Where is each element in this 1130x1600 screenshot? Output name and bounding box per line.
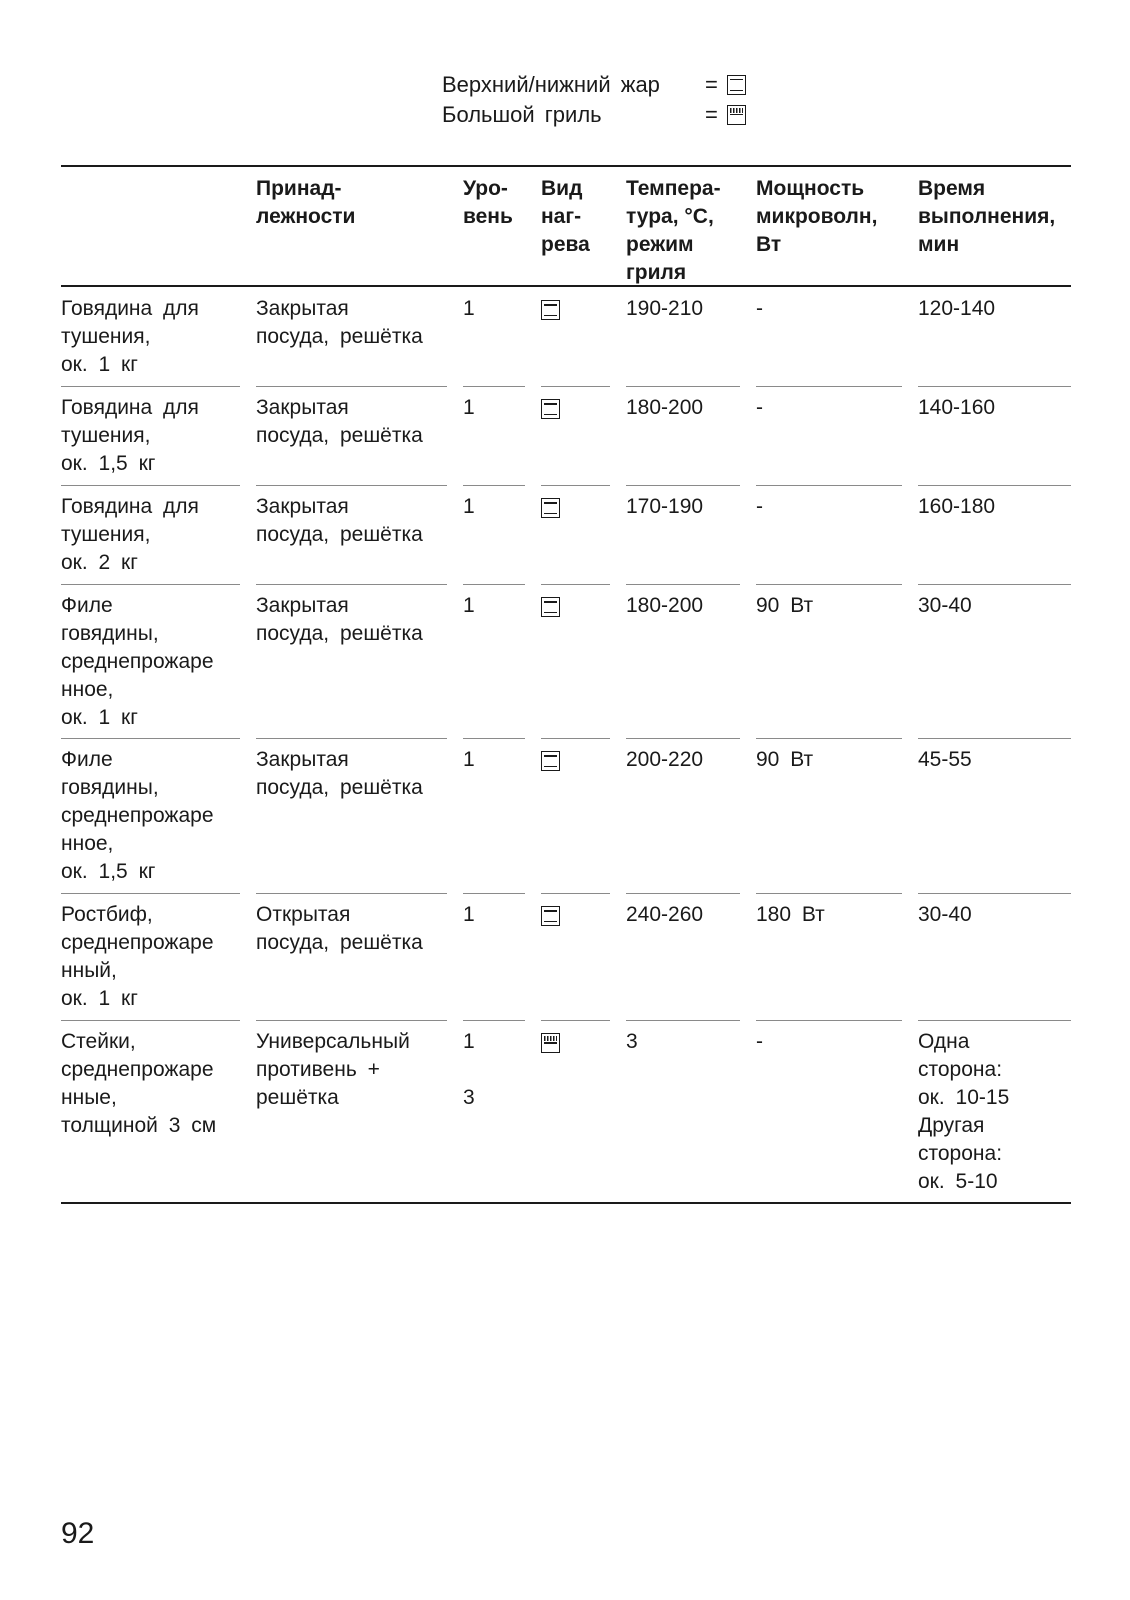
top-bottom-heat-icon — [541, 751, 560, 771]
top-bottom-heat-icon — [541, 399, 560, 419]
row-separator — [61, 584, 1071, 585]
header-level: Уро- вень — [463, 177, 513, 228]
header-accessories: Принад- лежности — [256, 177, 356, 228]
header-time: Время выполнения, мин — [918, 177, 1056, 256]
cell-time: 160-180 — [918, 495, 996, 518]
cell-time: 120-140 — [918, 297, 996, 320]
cell-power: - — [756, 495, 763, 518]
legend-label: Верхний/нижний жар — [442, 72, 660, 97]
cell-temperature: 180-200 — [626, 396, 704, 419]
top-bottom-heat-icon — [541, 906, 560, 926]
cell-temperature: 180-200 — [626, 594, 704, 617]
cell-heating — [541, 295, 626, 386]
row-separator — [61, 893, 1071, 894]
cell-time: 30-40 — [918, 594, 972, 617]
cell-power: - — [756, 297, 763, 320]
cell-heating — [541, 746, 626, 893]
cell-level: 1 — [463, 903, 475, 926]
cell-heating — [541, 901, 626, 1020]
cell-accessories: Закрытая посуда, решётка — [256, 594, 423, 645]
table-row — [61, 1020, 1071, 1202]
header-dish — [61, 175, 256, 285]
cell-time: 140-160 — [918, 396, 996, 419]
row-separator — [61, 1020, 1071, 1021]
cell-level: 1 — [463, 297, 475, 320]
cell-heating — [541, 1028, 626, 1202]
cell-temperature: 200-220 — [626, 748, 704, 771]
header-temperature: Темпера- тура, °C, режим гриля — [626, 177, 721, 284]
cell-heating — [541, 592, 626, 738]
cell-heating — [541, 394, 626, 485]
header-microwave-power: Мощность микроволн, Вт — [756, 177, 878, 256]
cell-level: 1 — [463, 495, 475, 518]
legend-row-top-bottom-heat — [442, 70, 746, 100]
cell-level: 1 — [463, 594, 475, 617]
table-row — [61, 584, 1071, 738]
row-separator — [61, 485, 1071, 486]
legend-equals: = — [705, 72, 718, 97]
legend-row-large-grill — [442, 100, 746, 130]
cell-accessories: Универсальный противень + решётка — [256, 1030, 410, 1109]
top-bottom-heat-icon — [727, 75, 746, 95]
cell-temperature: 240-260 — [626, 903, 704, 926]
cell-time: 45-55 — [918, 748, 972, 771]
table-bottom-rule — [61, 1202, 1071, 1204]
cell-time: Одна сторона: ок. 10-15 Другая сторона: ок. 5-10 — [918, 1030, 1010, 1193]
cell-dish: Филе говядины, среднепрожаре нное, ок. 1,5 кг — [61, 748, 214, 883]
cell-time: 30-40 — [918, 903, 972, 926]
large-grill-icon — [727, 105, 746, 125]
cell-dish: Говядина для тушения, ок. 1,5 кг — [61, 396, 199, 475]
cell-accessories: Закрытая посуда, решётка — [256, 297, 423, 348]
cell-accessories: Закрытая посуда, решётка — [256, 495, 423, 546]
cell-accessories: Открытая посуда, решётка — [256, 903, 423, 954]
top-bottom-heat-icon — [541, 300, 560, 320]
cell-dish: Стейки, среднепрожаре нные, толщиной 3 см — [61, 1030, 217, 1137]
legend-equals: = — [705, 102, 718, 127]
legend-label: Большой гриль — [442, 102, 602, 127]
table-row — [61, 738, 1071, 893]
cell-dish: Филе говядины, среднепрожаре нное, ок. 1 кг — [61, 594, 214, 729]
cell-power: - — [756, 396, 763, 419]
large-grill-icon — [541, 1033, 560, 1053]
cell-dish: Говядина для тушения, ок. 2 кг — [61, 495, 199, 574]
cell-dish: Ростбиф, среднепрожаре нный, ок. 1 кг — [61, 903, 214, 1010]
cell-accessories: Закрытая посуда, решётка — [256, 396, 423, 447]
cell-temperature: 190-210 — [626, 297, 704, 320]
table-row — [61, 386, 1071, 485]
header-heating-type: Вид наг- рева — [541, 177, 590, 256]
table-row — [61, 287, 1071, 386]
cell-temperature: 3 — [626, 1030, 638, 1053]
cooking-table — [61, 165, 1071, 1204]
cell-level: 1 3 — [463, 1030, 475, 1109]
cell-level: 1 — [463, 396, 475, 419]
table-row — [61, 893, 1071, 1020]
cell-power: 180 Вт — [756, 903, 825, 926]
row-separator — [61, 386, 1071, 387]
heating-legend — [442, 70, 746, 130]
table-header — [61, 167, 1071, 285]
top-bottom-heat-icon — [541, 597, 560, 617]
cell-dish: Говядина для тушения, ок. 1 кг — [61, 297, 199, 376]
cell-heating — [541, 493, 626, 584]
page-number: 92 — [61, 1517, 95, 1550]
top-bottom-heat-icon — [541, 498, 560, 518]
cell-level: 1 — [463, 748, 475, 771]
cell-power: 90 Вт — [756, 748, 814, 771]
cell-temperature: 170-190 — [626, 495, 704, 518]
cell-accessories: Закрытая посуда, решётка — [256, 748, 423, 799]
row-separator — [61, 738, 1071, 739]
cell-power: - — [756, 1030, 763, 1053]
cell-power: 90 Вт — [756, 594, 814, 617]
table-row — [61, 485, 1071, 584]
